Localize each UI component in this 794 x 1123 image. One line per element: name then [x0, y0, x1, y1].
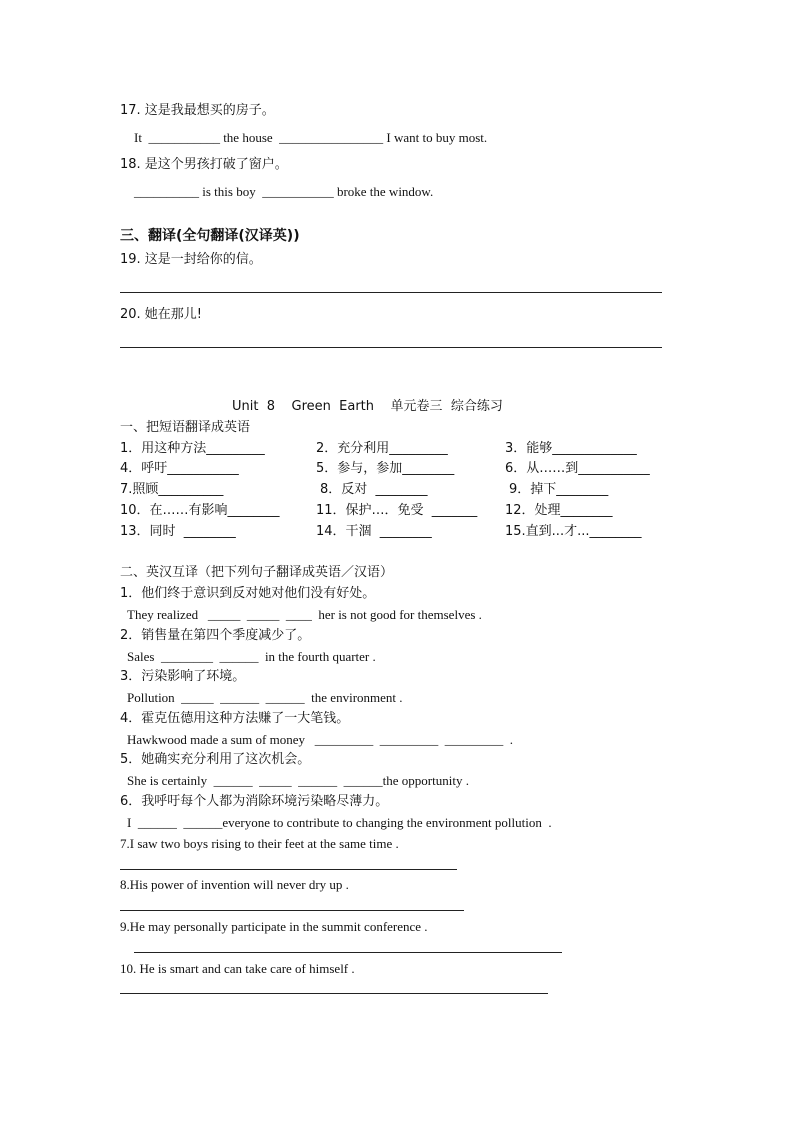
phrase-14: 14．干涸 ________	[316, 524, 432, 539]
phrase-1: 1．用这种方法_________	[120, 441, 265, 456]
phrase-15: 15.直到...才...________	[505, 524, 642, 539]
q19-answer-line	[120, 292, 662, 293]
sentence-3-english: Pollution _____ ______ ______ the environment .	[127, 690, 403, 705]
sentence-1-english: They realized _____ _____ ____ her is not good for themselves .	[127, 607, 482, 622]
phrase-5: 5．参与，参加________	[316, 461, 455, 476]
sentence-8-answer-line	[120, 910, 464, 911]
q20-chinese: 20. 她在那儿!	[120, 307, 203, 322]
phrase-3: 3．能够_____________	[505, 441, 637, 456]
q18-chinese: 18. 是这个男孩打破了窗户。	[120, 157, 288, 172]
unit-title: Unit 8 Green Earth 单元卷三 综合练习	[232, 399, 503, 414]
part1-title: 一、把短语翻译成英语	[120, 420, 251, 435]
sentence-5-chinese: 5．她确实充分利用了这次机会。	[120, 752, 311, 767]
phrase-11: 11．保护…．免受 _______	[316, 503, 478, 518]
sentence-10-answer-line	[120, 993, 548, 994]
sentence-9-answer-line	[134, 952, 562, 953]
sentence-1-chinese: 1．他们终于意识到反对她对他们没有好处。	[120, 586, 376, 601]
q18-english: __________ is this boy ___________ broke the window.	[134, 184, 434, 199]
sentence-6-chinese: 6．我呼吁每个人都为消除环境污染略尽薄力。	[120, 794, 389, 809]
sentence-4-chinese: 4．霍克伍德用这种方法赚了一大笔钱。	[120, 711, 350, 726]
sentence-2-english: Sales ________ ______ in the fourth quarter .	[127, 649, 376, 664]
phrase-10: 10．在……有影响________	[120, 503, 280, 518]
phrase-2: 2．充分利用_________	[316, 441, 448, 456]
phrase-7: 7.照顾__________	[120, 482, 224, 497]
sentence-3-chinese: 3．污染影响了环境。	[120, 669, 246, 684]
part2-title: 二、英汉互译（把下列句子翻译成英语／汉语）	[120, 565, 394, 580]
phrase-13: 13．同时 ________	[120, 524, 236, 539]
sentence-4-english: Hawkwood made a sum of money _________ _________ _________ .	[127, 732, 513, 747]
sentence-8-english: 8.His power of invention will never dry up .	[120, 877, 349, 892]
q17-chinese: 17. 这是我最想买的房子。	[120, 103, 275, 118]
phrase-6: 6．从……到___________	[505, 461, 650, 476]
phrase-4: 4．呼吁___________	[120, 461, 239, 476]
phrase-12: 12．处理________	[505, 503, 613, 518]
sentence-7-english: 7.I saw two boys rising to their feet at the same time .	[120, 836, 399, 851]
section3-title: 三、翻译(全句翻译(汉译英))	[120, 228, 300, 244]
q17-english: It ___________ the house ________________ I want to buy most.	[134, 130, 488, 145]
sentence-2-chinese: 2．销售量在第四个季度减少了。	[120, 628, 311, 643]
sentence-10-english: 10. He is smart and can take care of himself .	[120, 961, 355, 976]
phrase-9: 9．掉下________	[509, 482, 609, 497]
sentence-6-english: I ______ ______everyone to contribute to changing the environment pollution .	[127, 815, 552, 830]
q20-answer-line	[120, 347, 662, 348]
q19-chinese: 19. 这是一封给你的信。	[120, 252, 262, 267]
sentence-7-answer-line	[120, 869, 457, 870]
sentence-9-english: 9.He may personally participate in the summit conference .	[120, 919, 428, 934]
sentence-5-english: She is certainly ______ _____ ______ ______the opportunity .	[127, 773, 469, 788]
phrase-8: 8．反对 ________	[320, 482, 428, 497]
